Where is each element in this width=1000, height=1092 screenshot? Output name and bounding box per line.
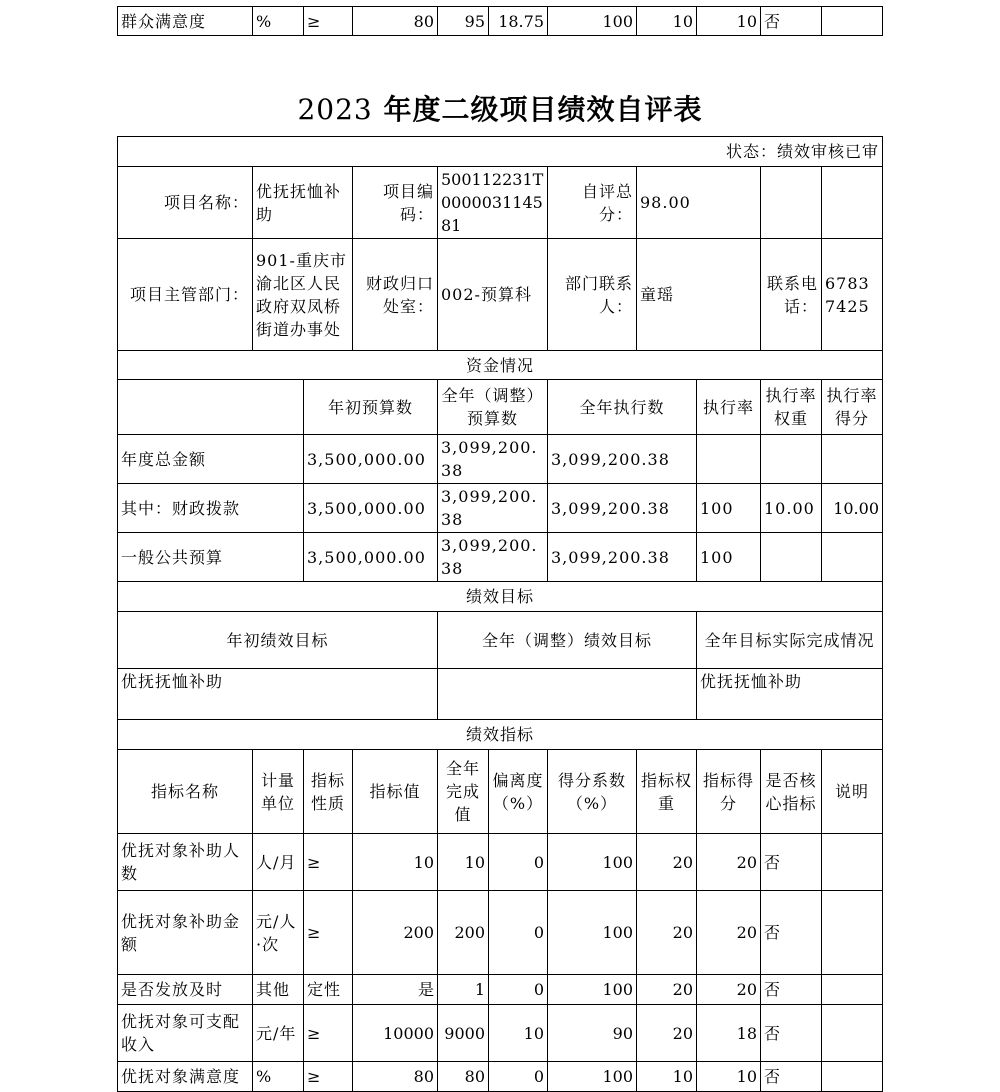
contact-label: 部门联系人： [548,239,637,351]
ind-header-note: 说明 [822,750,883,834]
funds-rate-weight [761,533,822,582]
ind-unit: 其他 [253,975,304,1005]
finance-label: 财政归口处室： [353,239,438,351]
indicators-section-row [118,720,883,750]
ind-header-weight: 指标权重 [637,750,697,834]
table-row [118,435,883,484]
indicator-note [822,7,883,36]
ind-note [822,975,883,1005]
ind-nature: 定性 [304,975,353,1005]
info-row-2 [118,239,883,351]
phone-label: 联系电话： [761,239,822,351]
ind-target: 80 [353,1062,438,1092]
ind-header-unit: 计量单位 [253,750,304,834]
ind-actual: 10 [438,834,489,891]
goals-section-row [118,582,883,612]
phone-value: 67837425 [822,239,883,351]
funds-adjusted: 3,099,200.38 [438,435,548,484]
ind-score: 20 [697,834,761,891]
title-text: 年度二级项目绩效自评表 [383,93,703,126]
ind-core: 否 [761,1005,822,1062]
ind-target: 10000 [353,1005,438,1062]
ind-nature: ≥ [304,1005,353,1062]
funds-header-rate-score: 执行率得分 [822,380,883,435]
blank-cell [761,167,822,239]
finance-value: 002-预算科 [438,239,548,351]
funds-header-rate-weight: 执行率权重 [761,380,822,435]
title-year: 2023 [297,93,373,126]
ind-weight: 20 [637,834,697,891]
ind-coef: 100 [548,834,637,891]
table-row [118,484,883,533]
ind-deviation: 0 [489,834,548,891]
indicator-weight: 10 [637,7,697,36]
indicator-name: 群众满意度 [118,7,253,36]
goals-header-actual: 全年目标实际完成情况 [697,612,883,669]
table-row [118,1062,883,1092]
ind-note [822,891,883,975]
ind-header-actual: 全年完成值 [438,750,489,834]
indicator-actual: 95 [438,7,489,36]
ind-nature: ≥ [304,891,353,975]
funds-rate-score: 10.00 [822,484,883,533]
ind-score: 20 [697,891,761,975]
ind-header-score: 指标得分 [697,750,761,834]
ind-core: 否 [761,891,822,975]
table-row [118,1005,883,1062]
info-row-1 [118,167,883,239]
status-text: 状态：绩效审核已审 [118,137,883,167]
goals-adjusted-value [438,669,697,720]
ind-coef: 100 [548,891,637,975]
ind-unit: 人/月 [253,834,304,891]
ind-header-deviation: 偏离度（%） [489,750,548,834]
ind-header-coef: 得分系数（%） [548,750,637,834]
funds-rate: 100 [697,533,761,582]
ind-unit: % [253,1062,304,1092]
table-row [118,7,883,36]
indicators-section-label: 绩效指标 [118,720,883,750]
ind-actual: 200 [438,891,489,975]
ind-nature: ≥ [304,834,353,891]
goals-initial-value: 优抚抚恤补助 [118,669,438,720]
ind-score: 18 [697,1005,761,1062]
ind-core: 否 [761,834,822,891]
ind-header-name: 指标名称 [118,750,253,834]
funds-rate: 100 [697,484,761,533]
funds-row-label: 其中：财政拨款 [118,484,304,533]
funds-rate-score [822,435,883,484]
goals-header-row [118,612,883,669]
funds-initial: 3,500,000.00 [304,435,438,484]
ind-note [822,1005,883,1062]
indicator-core: 否 [761,7,822,36]
project-name-label: 项目名称： [118,167,253,239]
funds-initial: 3,500,000.00 [304,533,438,582]
ind-deviation: 0 [489,975,548,1005]
goals-section-label: 绩效目标 [118,582,883,612]
ind-header-nature: 指标性质 [304,750,353,834]
project-code-label: 项目编码： [353,167,438,239]
ind-name: 优抚对象补助金额 [118,891,253,975]
funds-executed: 3,099,200.38 [548,484,697,533]
goals-header-adjusted: 全年（调整）绩效目标 [438,612,697,669]
ind-name: 是否发放及时 [118,975,253,1005]
indicators-header-row [118,750,883,834]
ind-header-core: 是否核心指标 [761,750,822,834]
ind-name: 优抚对象补助人数 [118,834,253,891]
ind-nature: ≥ [304,1062,353,1092]
funds-section-label: 资金情况 [118,351,883,380]
indicator-deviation: 18.75 [489,7,548,36]
indicator-nature: ≥ [304,7,353,36]
goals-actual-value: 优抚抚恤补助 [697,669,883,720]
ind-weight: 20 [637,1005,697,1062]
table-row [118,533,883,582]
ind-unit: 元/人·次 [253,891,304,975]
table-row [118,891,883,975]
dept-label: 项目主管部门： [118,239,253,351]
table-row [118,834,883,891]
ind-name: 优抚对象可支配收入 [118,1005,253,1062]
contact-value: 童瑶 [637,239,761,351]
funds-executed: 3,099,200.38 [548,435,697,484]
funds-initial: 3,500,000.00 [304,484,438,533]
table-row [118,975,883,1005]
ind-deviation: 10 [489,1005,548,1062]
goals-value-row [118,669,883,720]
indicator-score: 10 [697,7,761,36]
ind-actual: 9000 [438,1005,489,1062]
ind-coef: 100 [548,1062,637,1092]
ind-coef: 90 [548,1005,637,1062]
funds-rate-score [822,533,883,582]
self-score-value: 98.00 [637,167,761,239]
ind-unit: 元/年 [253,1005,304,1062]
self-score-label: 自评总分： [548,167,637,239]
funds-rate-weight [761,435,822,484]
ind-deviation: 0 [489,891,548,975]
ind-actual: 80 [438,1062,489,1092]
ind-weight: 10 [637,1062,697,1092]
ind-coef: 100 [548,975,637,1005]
funds-adjusted: 3,099,200.38 [438,484,548,533]
ind-target: 10 [353,834,438,891]
funds-rate-weight: 10.00 [761,484,822,533]
funds-rate [697,435,761,484]
funds-adjusted: 3,099,200.38 [438,533,548,582]
ind-score: 20 [697,975,761,1005]
ind-header-target: 指标值 [353,750,438,834]
funds-row-label: 年度总金额 [118,435,304,484]
self-evaluation-table [117,136,883,1092]
indicator-unit: % [253,7,304,36]
page-title [0,92,1000,128]
ind-weight: 20 [637,891,697,975]
blank-cell [822,167,883,239]
funds-row-label: 一般公共预算 [118,533,304,582]
funds-header-adjusted: 全年（调整）预算数 [438,380,548,435]
ind-score: 10 [697,1062,761,1092]
status-row [118,137,883,167]
funds-header-row [118,380,883,435]
ind-name: 优抚对象满意度 [118,1062,253,1092]
ind-note [822,834,883,891]
ind-deviation: 0 [489,1062,548,1092]
dept-value: 901-重庆市渝北区人民政府双凤桥街道办事处 [253,239,353,351]
indicator-coef: 100 [548,7,637,36]
ind-target: 是 [353,975,438,1005]
ind-actual: 1 [438,975,489,1005]
funds-header-rate: 执行率 [697,380,761,435]
funds-header-initial: 年初预算数 [304,380,438,435]
ind-weight: 20 [637,975,697,1005]
funds-header-blank [118,380,304,435]
ind-core: 否 [761,1062,822,1092]
ind-note [822,1062,883,1092]
indicator-target: 80 [353,7,438,36]
ind-target: 200 [353,891,438,975]
ind-core: 否 [761,975,822,1005]
previous-table-fragment [117,6,883,36]
project-name-value: 优抚抚恤补助 [253,167,353,239]
goals-header-initial: 年初绩效目标 [118,612,438,669]
project-code-value: 500112231T000003114581 [438,167,548,239]
funds-section-row [118,351,883,380]
funds-executed: 3,099,200.38 [548,533,697,582]
funds-header-executed: 全年执行数 [548,380,697,435]
